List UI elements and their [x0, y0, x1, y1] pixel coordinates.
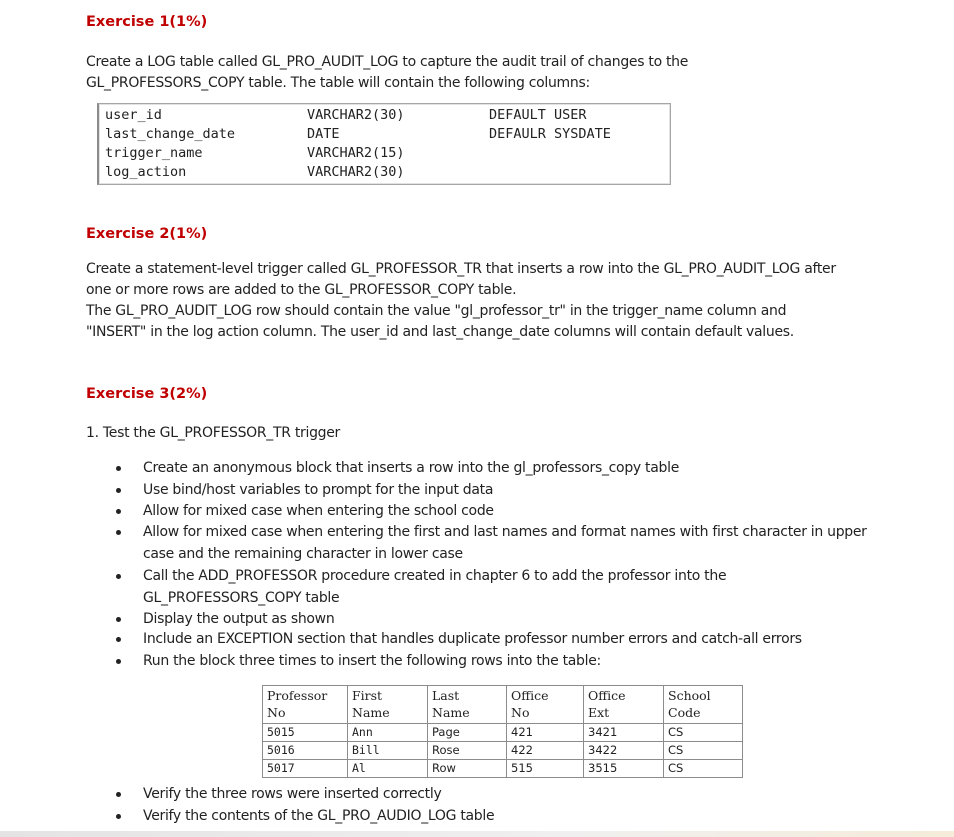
cell-office-ext: 3421: [584, 724, 664, 742]
header-office-no: Office No: [507, 686, 584, 724]
audit-log-columns-box: user_id VARCHAR2(30) DEFAULT USER last_change_date DATE DEFAULR SYSDATE trigger_name VARCHAR2(15) log_action VARCHAR2(30): [97, 103, 671, 185]
cell-last-name: Rose: [428, 742, 507, 760]
cell-first-name: Bill: [348, 742, 428, 760]
cell-office-ext: 3422: [584, 742, 664, 760]
cell-school-code: CS: [664, 742, 743, 760]
header-professor-no: Professor No: [263, 686, 348, 724]
exercise3-heading: Exercise 3(2%): [86, 386, 208, 402]
cell-office-no: 515: [507, 760, 584, 778]
cell-office-no: 421: [507, 724, 584, 742]
header-school-code: School Code: [664, 686, 743, 724]
exercise2-heading: Exercise 2(1%): [86, 226, 208, 242]
exercise1-heading: Exercise 1(1%): [86, 14, 208, 30]
cell-professor-no: 5015: [263, 724, 348, 742]
table-header-row: [263, 686, 743, 724]
table-row: [263, 760, 743, 778]
page-bottom-edge: [0, 831, 954, 837]
cell-school-code: CS: [664, 760, 743, 778]
header-first-name: First Name: [348, 686, 428, 724]
exercise1-description: Create a LOG table called GL_PRO_AUDIT_LOG to capture the audit trail of changes to the GL_PROFESSORS_COPY table. The table will contain the following columns:: [86, 54, 689, 91]
cell-first-name: Ann: [348, 724, 428, 742]
exercise3-step-title: 1. Test the GL_PROFESSOR_TR trigger: [86, 425, 341, 441]
header-office-ext: Office Ext: [584, 686, 664, 724]
professor-rows-table: [262, 685, 743, 778]
cell-office-ext: 3515: [584, 760, 664, 778]
header-last-name: Last Name: [428, 686, 507, 724]
table-row: [263, 742, 743, 760]
cell-last-name: Row: [428, 760, 507, 778]
cell-office-no: 422: [507, 742, 584, 760]
exercise2-description: Create a statement-level trigger called GL_PROFESSOR_TR that inserts a row into the GL_PRO_AUDIT_LOG after one or more rows are added to the GL_PROFESSOR_COPY table. The GL_PRO_AUDIT_LOG row should contain the value "gl_professor_tr" in the trigger_name column and "INSERT" in the log action column. The user_id and last_change_date columns will contain default values.: [86, 261, 836, 340]
cell-first-name: Al: [348, 760, 428, 778]
cell-professor-no: 5016: [263, 742, 348, 760]
cell-last-name: Page: [428, 724, 507, 742]
cell-professor-no: 5017: [263, 760, 348, 778]
cell-school-code: CS: [664, 724, 743, 742]
table-row: [263, 724, 743, 742]
